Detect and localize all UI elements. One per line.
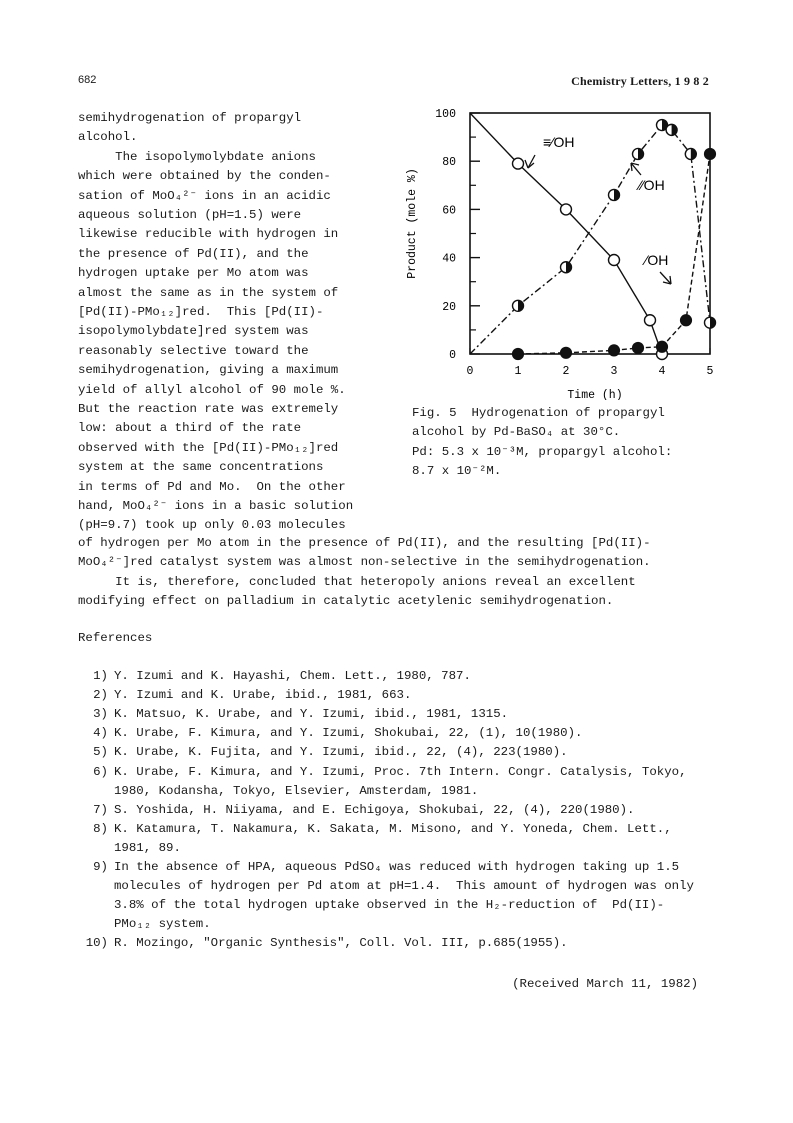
caption-line: alcohol by Pd-BaSO₄ at 30°C. [412,425,621,440]
left-column-line: sation of MoO₄²⁻ ions in an acidic [78,188,331,203]
left-column-line: aqueous solution (pH=1.5) were [78,208,302,222]
left-column-line: semihydrogenation of propargyl [78,111,302,125]
left-column-line: hydrogen uptake per Mo atom was [78,266,309,281]
reference-line [78,802,635,818]
left-column-line: But the reaction rate was extremely [78,402,339,416]
reference-line [78,764,687,780]
body-line: modifying effect on palladium in catalytic acetylenic semihydrogenation. [78,594,614,609]
reference-line [78,783,478,799]
y-tick-label: 40 [442,252,456,266]
x-tick-label: 3 [610,365,618,378]
data-point-open [561,204,572,215]
caption-line: Pd: 5.3 x 10⁻³M, propargyl alcohol: [412,444,673,459]
page-number: 682 [78,74,97,86]
reference-text: In the absence of HPA, aqueous PdSO₄ was reduced with hydrogen taking up 1.5 [114,860,680,874]
reference-text: PMo₁₂ system. [114,917,211,932]
left-column-line: [Pd(II)-PMo₁₂]red. This [Pd(II)- [78,305,324,319]
reference-number: 2) [93,688,108,703]
series-label-allyl: ⁄⁄OH [639,177,665,193]
reference-line [78,706,508,722]
reference-text: K. Katamura, T. Nakamura, K. Sakata, M. Misono, and Y. Yoneda, Chem. Lett., [114,821,672,836]
reference-text: 1980, Kodansha, Tokyo, Elsevier, Amsterdam, 1981. [114,783,479,798]
data-point-filled [657,341,668,352]
figure-5-chart [395,100,725,400]
data-point-filled [633,342,644,353]
x-tick-label: 2 [562,365,570,378]
reference-line [78,840,181,856]
left-column-line: reasonably selective toward the [78,343,309,358]
x-tick-label: 4 [658,365,666,378]
x-tick-label: 5 [706,365,714,378]
y-tick-label: 60 [442,204,456,218]
reference-number: 7) [93,802,108,817]
x-tick-label: 1 [514,365,522,378]
reference-text: molecules of hydrogen per Pd atom at pH=1.4. This amount of hydrogen was only [114,879,694,894]
x-tick-label: 0 [466,365,474,378]
reference-line [78,897,664,913]
left-column-line: the presence of Pd(II), and the [78,246,309,261]
received-date: (Received March 11, 1982) [512,977,698,991]
arrow-line [528,155,535,168]
reference-line [78,725,582,741]
left-column-line: which were obtained by the conden- [78,169,331,184]
x-axis-label: Time (h) [567,389,623,400]
y-axis-label: Product (mole %) [406,168,419,279]
left-column-line: yield of allyl alcohol of 90 mole %. [78,382,346,397]
reference-text: K. Urabe, F. Kimura, and Y. Izumi, Shokubai, 22, (1), 10(1980). [114,726,583,741]
left-column-line: system at the same concentrations [78,460,324,475]
left-column-line: The isopolymolybdate anions [78,149,316,164]
reference-text: K. Urabe, F. Kimura, and Y. Izumi, Proc. 7th Intern. Congr. Catalysis, Tokyo, [114,764,687,779]
left-column-line: low: about a third of the rate [78,421,302,436]
y-tick-label: 20 [442,300,456,314]
reference-text: K. Urabe, K. Fujita, and Y. Izumi, ibid., 22, (4), 223(1980). [114,745,568,760]
reference-text: S. Yoshida, H. Niiyama, and E. Echigoya, Shokubai, 22, (4), 220(1980). [114,802,635,817]
left-column-line: hand, MoO₄²⁻ ions in a basic solution [78,499,354,513]
y-tick-label: 100 [435,108,456,121]
data-point-filled [513,349,524,360]
data-point-filled [609,345,620,356]
reference-line [78,687,411,703]
reference-text: R. Mozingo, "Organic Synthesis", Coll. Vol. III, p.685(1955). [114,936,568,951]
reference-number: 8) [93,821,108,836]
reference-text: Y. Izumi and K. Urabe, ibid., 1981, 663. [114,688,412,703]
reference-line [78,668,471,684]
journal-header: Chemistry Letters, 1 9 8 2 [571,74,709,88]
reference-number: 4) [93,726,108,741]
series-line [470,125,710,354]
reference-number: 9) [93,860,108,874]
body-line: It is, therefore, concluded that heteropoly anions reveal an excellent [78,574,636,589]
reference-text: K. Matsuo, K. Urabe, and Y. Izumi, ibid., 1981, 1315. [114,707,509,722]
reference-line [78,878,694,894]
data-point-open [645,315,656,326]
left-column-line: semihydrogenation, giving a maximum [78,363,339,378]
series-label-propanol: ⁄OH [645,252,669,268]
reference-line [78,821,672,837]
series-label-propargyl: ≡⁄OH [543,134,575,150]
reference-line [78,744,568,760]
data-point-filled [681,315,692,326]
body-line: MoO₄²⁻]red catalyst system was almost non-selective in the semihydrogenation. [78,555,651,570]
caption-line: 8.7 x 10⁻²M. [412,464,502,479]
reference-number: 6) [93,764,108,779]
data-point-filled [705,148,716,159]
body-line: of hydrogen per Mo atom in the presence of Pd(II), and the resulting [Pd(II)- [78,536,651,550]
reference-line [78,916,211,932]
left-column-line: observed with the [Pd(II)-PMo₁₂]red [78,440,339,455]
reference-number: 3) [93,707,108,722]
references-heading: References [78,631,153,645]
left-column-line: isopolymolybdate]red system was [78,324,309,339]
reference-text: 3.8% of the total hydrogen uptake observed in the H₂-reduction of Pd(II)- [114,898,665,913]
reference-number: 10) [85,936,108,951]
reference-text: 1981, 89. [114,840,181,855]
left-column-line: almost the same as in the system of [78,285,339,300]
left-column-line: alcohol. [78,130,138,145]
y-tick-label: 80 [442,156,456,170]
data-point-open [513,158,524,169]
reference-line [78,859,679,875]
left-column-line: in terms of Pd and Mo. On the other [78,479,346,494]
data-point-open [609,255,620,266]
reference-line [78,935,568,951]
y-tick-label: 0 [449,349,456,362]
reference-number: 5) [93,745,108,760]
data-point-filled [561,347,572,358]
left-column-line: (pH=9.7) took up only 0.03 molecules [78,518,346,533]
caption-line: Fig. 5 Hydrogenation of propargyl [412,406,665,420]
left-column-line: likewise reducible with hydrogen in [78,227,339,242]
reference-text: Y. Izumi and K. Hayashi, Chem. Lett., 1980, 787. [114,669,471,683]
reference-number: 1) [93,669,108,683]
